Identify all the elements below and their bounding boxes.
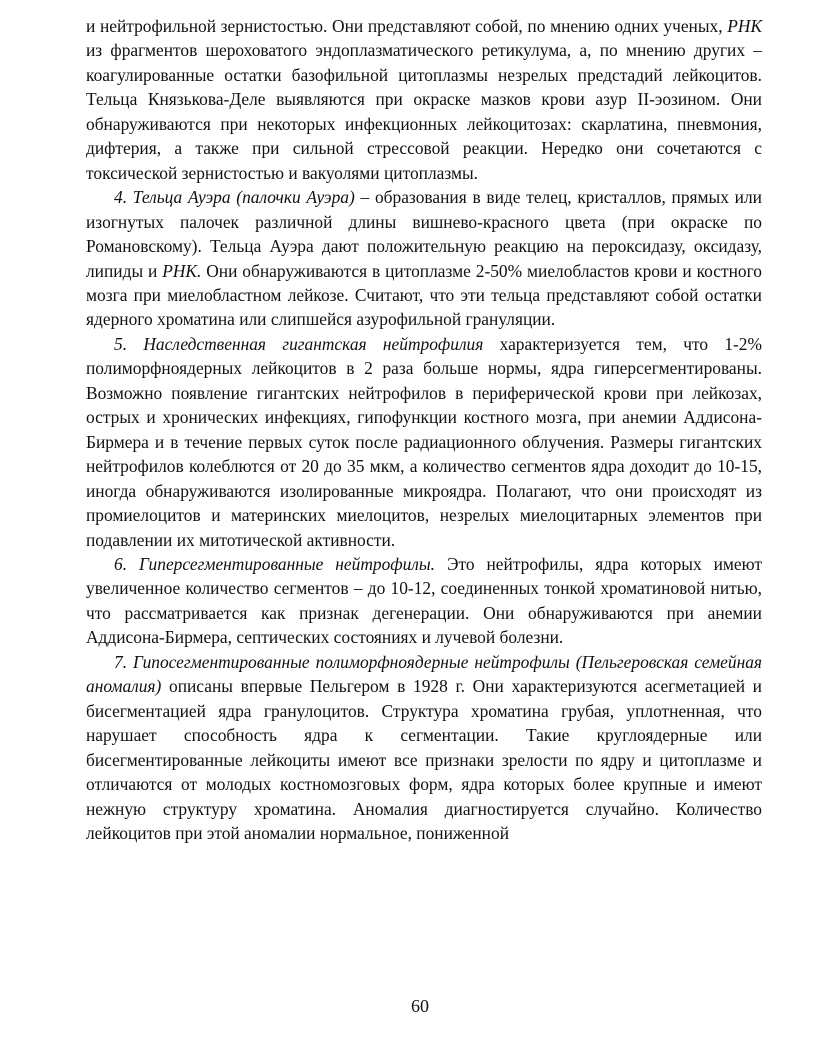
text-run: Они обнаруживаются в цитоплазме 2-50% миелобластов крови и костного мозга при миелобластном лейкозе. Считают, что эти тельца представляют собой остатки ядерного хроматина или слипшейся азурофильной грануляции. <box>86 260 762 330</box>
text-run: из фрагментов шероховатого эндоплазматического ретикулума, а, по мнению других – коагулированные остатки базофильной цитоплазмы незрелых предстадий лейкоцитов. Тельца Князькова-Деле выявляются при окраске мазков крови азур II-эозином. Они обнаруживаются при некоторых инфекционных лейкоцитозах: скарлатина, пневмония, дифтерия, а также при сильной стрессовой реакции. Нередко они сочетаются с токсической зернистостью и вакуолями цитоплазмы. <box>86 40 762 183</box>
paragraph-hereditary-giant-neutrophilia <box>86 332 762 552</box>
paragraph-pelger-anomaly <box>86 650 762 846</box>
paragraph-continuation <box>86 14 762 185</box>
text-run: и нейтрофильной зернистостью. Они представляют собой, по мнению одних ученых, <box>86 16 728 36</box>
text-run-italic: 7. Гипосегментированные полиморфноядерные нейтрофилы (Пельгеровская семейная аномалия) <box>86 651 762 697</box>
text-run-italic: 5. Наследственная гигантская нейтрофилия <box>114 333 484 354</box>
page-number: 60 <box>411 996 429 1016</box>
page-body <box>86 14 762 845</box>
text-run: характеризуется тем, что 1-2% полиморфноядерных лейкоцитов в 2 раза больше нормы, ядра гиперсегментированы. Возможно появление гигантских нейтрофилов в периферической крови при лейкозах, острых и хронических инфекциях, гипофункции костного мозга, при анемии Аддисона-Бирмера и в течение первых суток после радиационного облучения. Размеры гигантских нейтрофилов колеблются от 20 до 35 мкм, а количество сегментов ядра доходит до 10-15, иногда обнаруживаются изолированные микроядра. Полагают, что они происходят из промиелоцитов и материнских миелоцитов, незрелых миелоцитарных элементов при подавлении их митотической активности. <box>86 333 762 550</box>
text-run: – образования в виде телец, кристаллов, прямых или изогнутых палочек различной длины вишнево-красного цвета (при окраске по Романовскому). Тельца Ауэра дают положительную реакцию на пероксидазу, оксидазу, липиды и <box>86 187 762 281</box>
text-run: описаны впервые Пельгером в 1928 г. Они характеризуются асегметацией и бисегментацией ядра гранулоцитов. Структура хроматина грубая, уплотненная, что нарушает способность ядра к сегментации. Такие круглоядерные или бисегментированные лейкоциты имеют все признаки зрелости по ядру и цитоплазме и отличаются от молодых костномозговых форм, ядра которых более крупные и имеют нежную структуру хроматина. Аномалия диагностируется случайно. Количество лейкоцитов при этой аномалии нормальное, пониженной <box>86 676 762 843</box>
text-run: Это нейтрофилы, ядра которых имеют увеличенное количество сегментов – до 10-12, соединенных тонкой хроматиновой нитью, что рассматривается как признак дегенерации. Они обнаруживаются при анемии Аддисона-Бирмера, септических состояниях и лучевой болезни. <box>86 553 762 648</box>
text-run-italic: РНК <box>727 16 762 36</box>
paragraph-hypersegmented-neutrophils <box>86 552 762 650</box>
text-run-italic: 6. Гиперсегментированные нейтрофилы. <box>114 553 436 574</box>
text-run-italic: 4. Тельца Ауэра (палочки Ауэра) <box>114 187 355 208</box>
text-run-italic: РНК. <box>162 260 202 281</box>
paragraph-auer-bodies <box>86 185 762 332</box>
